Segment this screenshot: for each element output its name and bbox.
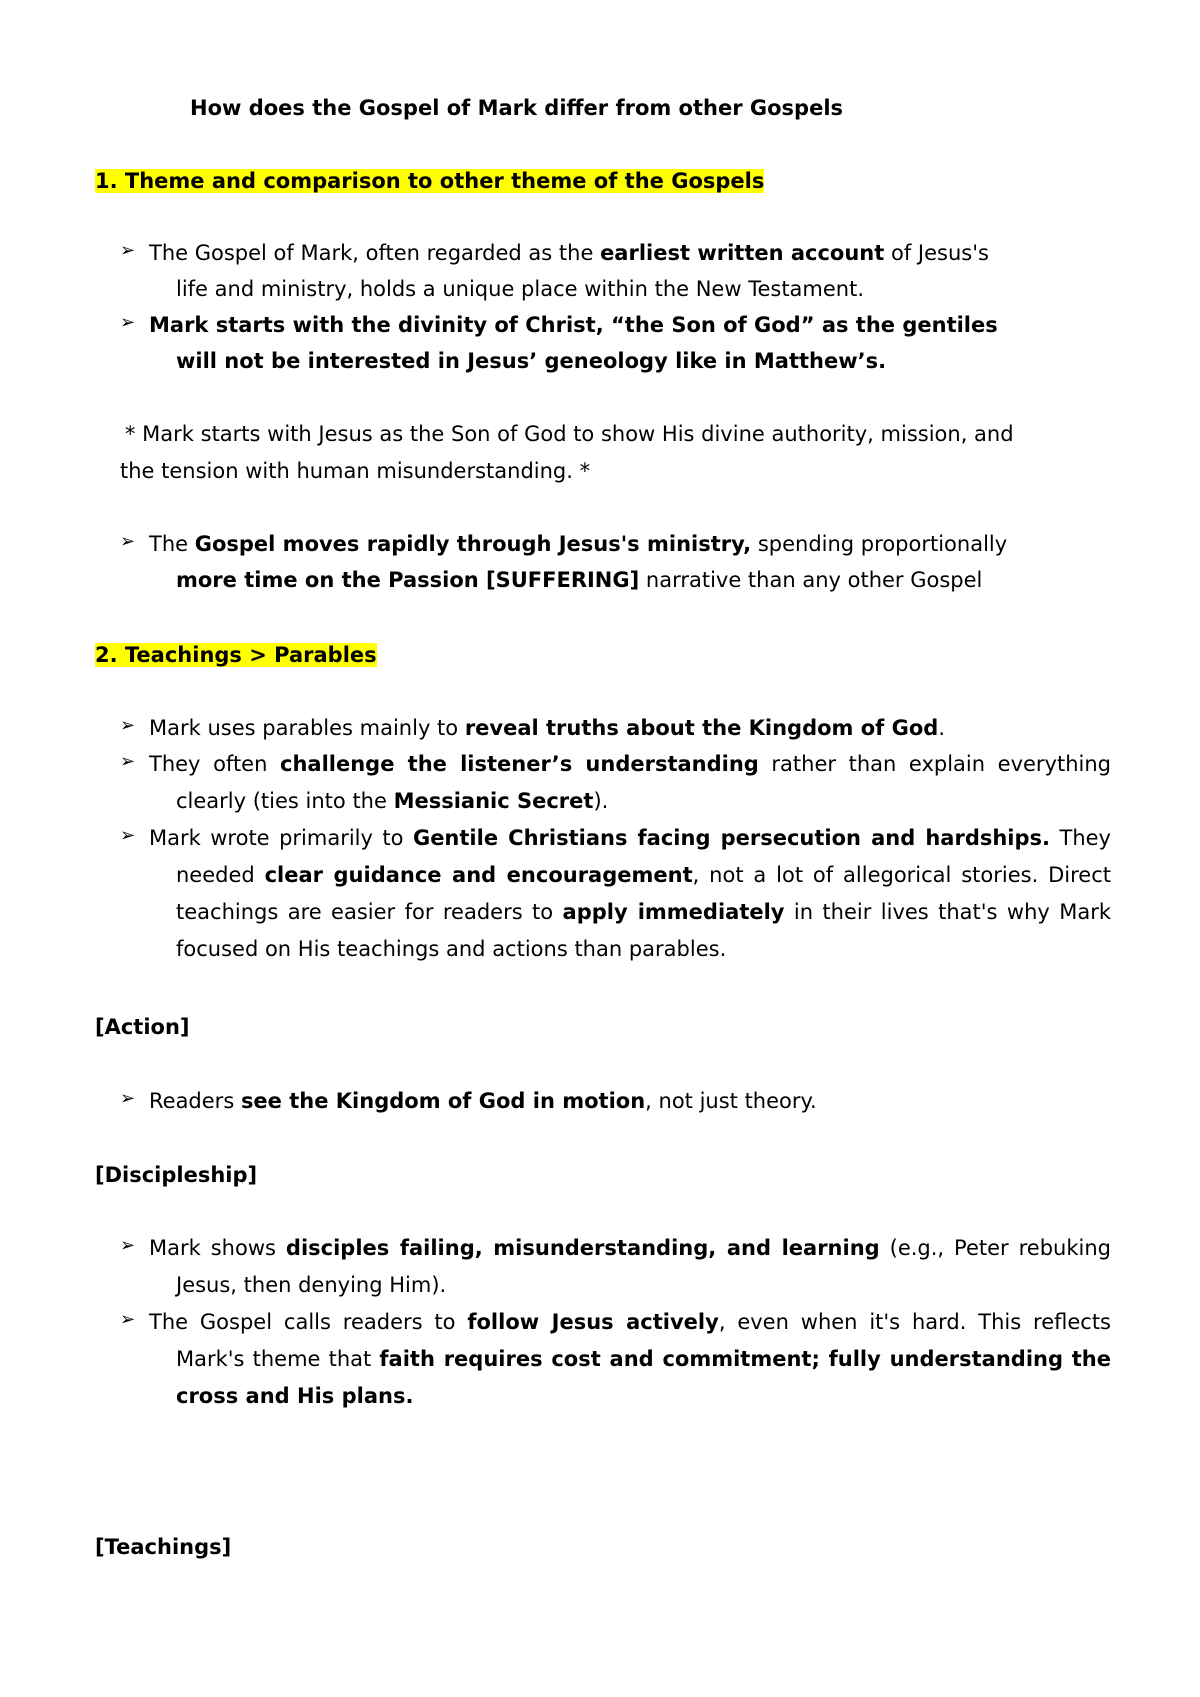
bullet-arrow-icon: ➢ (120, 1309, 136, 1330)
text-run: The Gospel calls readers to (149, 1310, 468, 1334)
disc-bullet-2-line-1 (149, 1307, 1111, 1337)
s1-bullet-2-line-2: will not be interested in Jesus’ geneology like in Matthew’s. (176, 349, 887, 373)
s2-bullet-1-line-1 (149, 713, 945, 743)
bold-run: challenge the listener’s understanding (280, 752, 759, 776)
disc-bullet-1-line-2: Jesus, then denying Him). (176, 1273, 447, 1297)
bullet-arrow-icon: ➢ (120, 751, 136, 772)
text-run: narrative than any other Gospel (639, 568, 983, 592)
section-1-heading (95, 166, 764, 196)
text-run: , even when it's hard. This reflects (718, 1310, 1111, 1334)
s2-bullet-3-line-4: focused on His teachings and actions than parables. (176, 937, 727, 961)
document-title: How does the Gospel of Mark differ from other Gospels (190, 96, 844, 120)
text-run: teachings are easier for readers to (176, 900, 563, 924)
text-run: Mark wrote primarily to (149, 826, 413, 850)
text-run: . (938, 716, 946, 740)
text-run: Mark uses parables mainly to (149, 716, 465, 740)
text-run: ). (593, 789, 609, 813)
text-run: Mark shows (149, 1236, 286, 1260)
bullet-arrow-icon: ➢ (120, 1088, 136, 1109)
action-bullet-1-line-1 (149, 1086, 817, 1116)
bold-run: Gospel moves rapidly through Jesus's ministry, (194, 532, 752, 556)
bullet-arrow-icon: ➢ (120, 825, 136, 846)
bold-run: earliest written account (600, 241, 885, 265)
section-2-heading (95, 640, 377, 670)
s2-bullet-2-line-2 (176, 786, 608, 816)
note-line-1: * Mark starts with Jesus as the Son of God to show His divine authority, mission, and (125, 422, 1014, 446)
bullet-arrow-icon: ➢ (120, 312, 136, 333)
s1-bullet-3-line-1 (149, 529, 1007, 559)
text-run: They often (149, 752, 280, 776)
section-1-heading-text: 1. Theme and comparison to other theme of the Gospels (95, 169, 765, 193)
disc-bullet-2-line-3: cross and His plans. (176, 1384, 414, 1408)
bold-run: disciples failing, misunderstanding, and learning (285, 1236, 880, 1260)
disc-bullet-1-line-1 (149, 1233, 1111, 1263)
text-run: needed (176, 863, 265, 887)
s1-bullet-3-line-2 (176, 565, 982, 595)
text-run: in their lives that's why Mark (784, 900, 1111, 924)
bold-run: see the Kingdom of God in motion (240, 1089, 646, 1113)
action-heading: [Action] (95, 1015, 190, 1039)
text-run: of Jesus's (884, 241, 989, 265)
text-run: , not a lot of allegorical stories. Direct (692, 863, 1112, 887)
text-run: spending proportionally (751, 532, 1008, 556)
bold-run: reveal truths about the Kingdom of God (464, 716, 939, 740)
s1-bullet-2-line-1: Mark starts with the divinity of Christ, “the Son of God” as the gentiles (149, 313, 998, 337)
bold-run: more time on the Passion [SUFFERING] (176, 568, 640, 592)
disc-bullet-2-line-2 (176, 1344, 1111, 1374)
discipleship-heading: [Discipleship] (95, 1163, 258, 1187)
text-run: , not just theory. (645, 1089, 817, 1113)
text-run: Readers (149, 1089, 241, 1113)
bold-run: Messianic Secret (393, 789, 594, 813)
bullet-arrow-icon: ➢ (120, 1235, 136, 1256)
bold-run: Gentile Christians facing persecution and hardships. (412, 826, 1051, 850)
bold-run: clear guidance and encouragement (264, 863, 693, 887)
s2-bullet-2-line-1 (149, 749, 1111, 779)
bold-run: follow Jesus actively (467, 1310, 719, 1334)
s2-bullet-3-line-2 (176, 860, 1111, 890)
bold-run: faith requires cost and commitment; fully understanding the (379, 1347, 1112, 1371)
s1-bullet-1-line-1 (149, 238, 989, 268)
s2-bullet-3-line-3 (176, 897, 1111, 927)
s2-bullet-3-line-1 (149, 823, 1111, 853)
bold-run: apply immediately (562, 900, 785, 924)
text-run: The Gospel of Mark, often regarded as the (149, 241, 601, 265)
text-run: The (149, 532, 195, 556)
bullet-arrow-icon: ➢ (120, 715, 136, 736)
s1-bullet-1-line-2: life and ministry, holds a unique place within the New Testament. (176, 277, 865, 301)
text-run: rather than explain everything (758, 752, 1111, 776)
text-run: (e.g., Peter rebuking (879, 1236, 1112, 1260)
section-2-heading-text: 2. Teachings > Parables (95, 643, 377, 667)
text-run: Mark's theme that (176, 1347, 380, 1371)
text-run: clearly (ties into the (176, 789, 394, 813)
bullet-arrow-icon: ➢ (120, 240, 136, 261)
teachings-heading: [Teachings] (95, 1535, 232, 1559)
note-line-2: the tension with human misunderstanding. * (120, 459, 591, 483)
text-run: They (1050, 826, 1111, 850)
bullet-arrow-icon: ➢ (120, 531, 136, 552)
